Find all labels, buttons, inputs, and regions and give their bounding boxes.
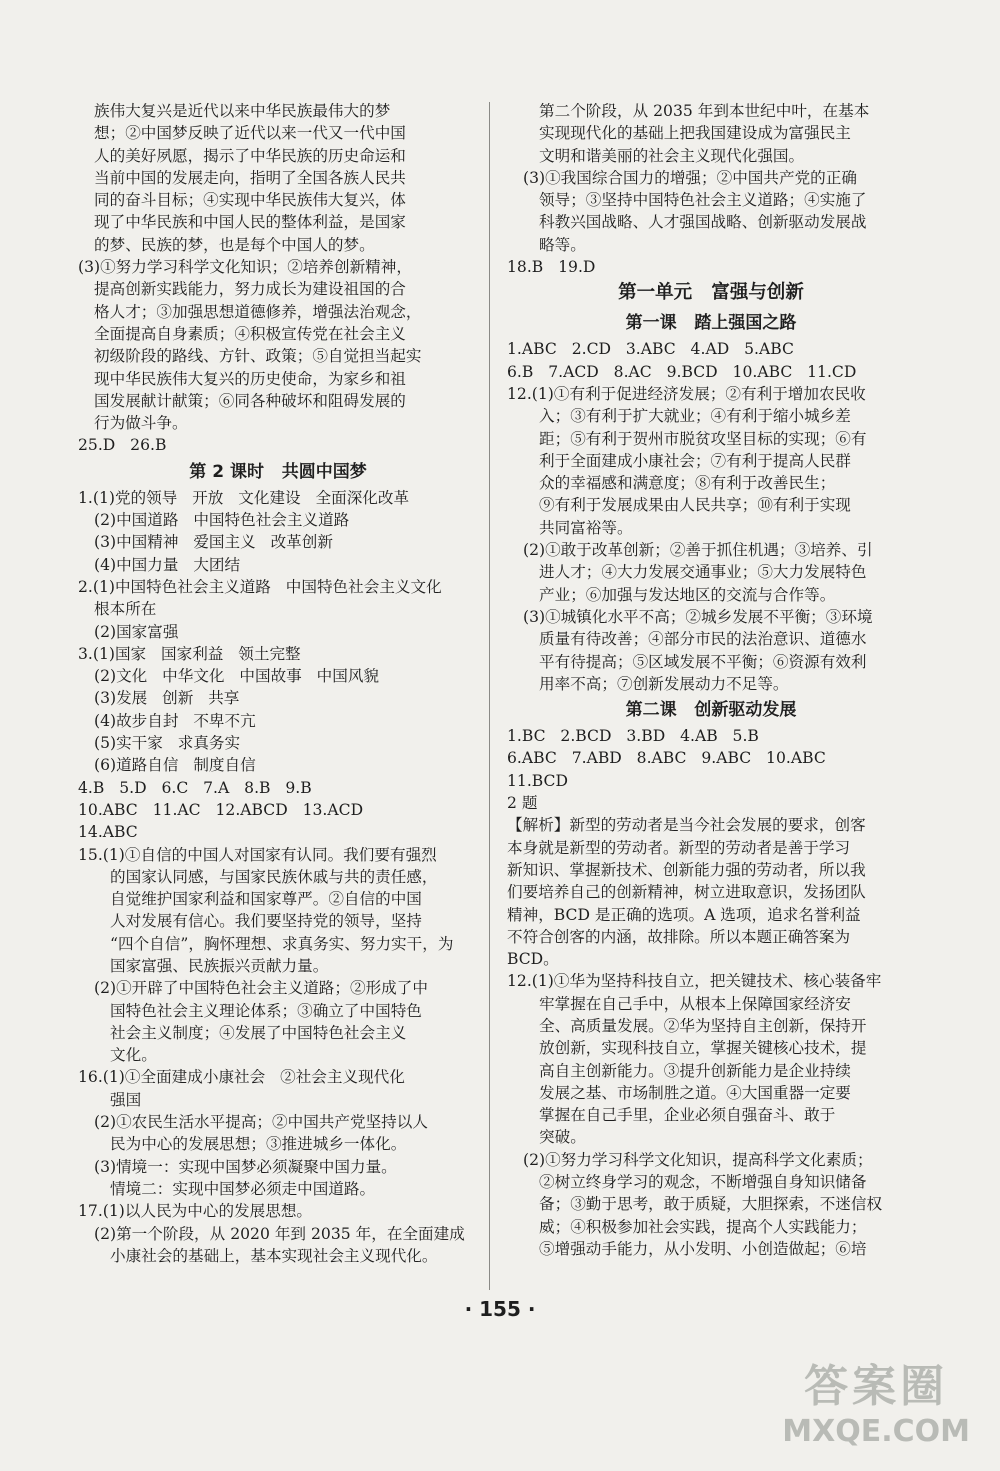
- text-line: 平有待提高；⑤区域发展不平衡；⑥资源有效利: [539, 652, 867, 671]
- text-line: 1.BC 2.BCD 3.BD 4.AB 5.B: [507, 727, 759, 746]
- text-line: 第二个阶段，从 2035 年到本世纪中叶，在基本: [539, 102, 870, 120]
- text-line: 掌握在自己手里，企业必须自强奋斗、敢于: [539, 1106, 836, 1125]
- text-line: 人对发展有信心。我们要坚持党的领导，坚持: [110, 912, 422, 931]
- text-line: 不符合创客的内涵，故排除。所以本题正确答案为: [507, 927, 851, 946]
- text-line: 11.BCD: [507, 771, 568, 790]
- text-line: 3.(1)国家 国家利益 领土完整: [78, 644, 301, 663]
- text-line: 距；⑤有利于贺州市脱贫攻坚目标的实现；⑥有: [539, 429, 867, 448]
- text-line: (2)①农民生活水平提高；②中国共产党坚持以人: [94, 1113, 428, 1132]
- text-line: (2)第一个阶段，从 2020 年到 2035 年，在全面建成: [94, 1224, 465, 1243]
- section-heading: 第二课 创新驱动发展: [625, 700, 797, 721]
- text-line: 格人才；③加强思想道德修养，增强法治观念，: [94, 302, 422, 321]
- text-line: 突破。: [539, 1128, 586, 1147]
- text-line: 利于全面建成小康社会；⑦有利于提高人民群: [539, 451, 851, 470]
- text-line: (3)①城镇化水平不高；②城乡发展不平衡；③环境: [523, 607, 873, 626]
- text-line: 国发展献计献策；⑥同各种破坏和阻碍发展的: [94, 391, 406, 410]
- text-line: 全、高质量发展。②华为坚持自主创新，保持开: [539, 1016, 867, 1035]
- text-line: (3)情境一：实现中国梦必须凝聚中国力量。: [94, 1157, 397, 1176]
- text-line: 的国家认同感，与国家民族休戚与共的责任感，: [110, 867, 438, 886]
- text-line: 初级阶段的路线、方针、政策；⑤自觉担当起实: [94, 347, 422, 366]
- text-line: 民为中心的发展思想；③推进城乡一体化。: [110, 1135, 407, 1154]
- text-line: 4.B 5.D 6.C 7.A 8.B 9.B: [78, 778, 312, 797]
- text-line: 共同富裕等。: [539, 518, 633, 537]
- text-line: ⑨有利于发展成果由人民共享；⑩有利于实现: [539, 496, 851, 515]
- text-line: 16.(1)①全面建成小康社会 ②社会主义现代化: [78, 1068, 405, 1087]
- text-line: 精神，BCD 是正确的选项。A 选项，追求名誉利益: [507, 905, 861, 924]
- text-line: 15.(1)①自信的中国人对国家有认同。我们要有强烈: [78, 845, 437, 864]
- text-line: 备；③勤于思考，敢于质疑，大胆探索，不迷信权: [539, 1195, 883, 1214]
- text-line: 【解析】新型的劳动者是当今社会发展的要求，创客: [507, 816, 866, 835]
- text-line: 12.(1)①华为坚持科技自立，把关键技术、核心装备牢: [507, 972, 882, 991]
- text-line: 6.B 7.ACD 8.AC 9.BCD 10.ABC 11.CD: [507, 362, 857, 381]
- text-line: 10.ABC 11.AC 12.ABCD 13.ACD: [78, 800, 364, 819]
- text-line: 自觉维护国家利益和国家尊严。②自信的中国: [110, 890, 422, 909]
- text-line: BCD。: [507, 950, 559, 969]
- text-line: ②树立终身学习的观念，不断增强自身知识储备: [539, 1173, 867, 1192]
- text-line: 牢掌握在自己手中，从根本上保障国家经济安: [539, 994, 851, 1013]
- text-line: 社会主义制度；④发展了中国特色社会主义: [110, 1023, 407, 1042]
- text-line: 族伟大复兴是近代以来中华民族最伟大的梦: [94, 102, 391, 120]
- text-line: 想；②中国梦反映了近代以来一代又一代中国: [94, 124, 406, 143]
- text-line: ⑤增强动手能力，从小发明、小创造做起；⑥培: [539, 1239, 867, 1258]
- text-line: 新知识、掌握新技术、创新能力强的劳动者，所以我: [507, 860, 866, 879]
- text-line: 发展之基、市场制胜之道。④大国重器一定要: [539, 1083, 851, 1102]
- text-line: (4)中国力量 大团结: [94, 555, 241, 574]
- text-line: (2)中国道路 中国特色社会主义道路: [94, 511, 350, 530]
- right-column: [507, 100, 915, 1260]
- text-line: 根本所在: [94, 600, 157, 619]
- text-line: 2 题: [507, 794, 538, 813]
- text-line: 文明和谐美丽的社会主义现代化强国。: [539, 146, 805, 165]
- text-line: 情境二：实现中国梦必须走中国道路。: [110, 1179, 376, 1198]
- text-line: 全面提高自身素质；④积极宣传党在社会主义: [94, 324, 406, 343]
- text-line: 国家富强、民族振兴贡献力量。: [110, 956, 329, 975]
- text-line: 2.(1)中国特色社会主义道路 中国特色社会主义文化: [78, 577, 442, 596]
- text-line: 行为做斗争。: [94, 414, 188, 433]
- column-divider: [489, 102, 490, 1290]
- text-line: 18.B 19.D: [507, 258, 596, 277]
- text-line: (5)实干家 求真务实: [94, 734, 241, 753]
- text-line: (3)①努力学习科学文化知识；②培养创新精神，: [78, 258, 412, 277]
- text-line: 强国: [110, 1090, 142, 1109]
- text-line: (2)①开辟了中国特色社会主义道路；②形成了中: [94, 979, 428, 998]
- text-line: 入；③有利于扩大就业；④有利于缩小城乡差: [539, 407, 851, 426]
- page-number: · 155 ·: [464, 1297, 536, 1321]
- text-line: (2)①努力学习科学文化知识，提高科学文化素质；: [523, 1150, 873, 1169]
- text-line: 质量有待改善；④部分市民的法治意识、道德水: [539, 630, 867, 649]
- text-line: (3)①我国综合国力的增强；②中国共产党的正确: [523, 168, 857, 187]
- section-heading: 第一单元 富强与创新: [618, 282, 804, 304]
- text-line: 放创新，实现科技自立，掌握关键核心技术，提: [539, 1039, 867, 1058]
- text-line: (2)①敢于改革创新；②善于抓住机遇；③培养、引: [523, 541, 873, 560]
- text-line: 人的美好夙愿，揭示了中华民族的历史命运和: [94, 146, 406, 165]
- text-line: 当前中国的发展走向，指明了全国各族人民共: [94, 168, 406, 187]
- text-line: 实现现代化的基础上把我国建设成为富强民主: [539, 124, 851, 143]
- text-line: 文化。: [110, 1046, 157, 1065]
- text-line: 众的幸福感和满意度；⑧有利于改善民生；: [539, 474, 836, 493]
- watermark-logo-text: 答案圈: [804, 1361, 949, 1412]
- text-line: 14.ABC: [78, 823, 138, 842]
- text-line: 科教兴国战略、人才强国战略、创新驱动发展战: [539, 213, 867, 232]
- text-line: (3)中国精神 爱国主义 改革创新: [94, 533, 333, 552]
- text-line: 25.D 26.B: [78, 436, 167, 455]
- text-line: 进人才；④大力发展交通事业；⑤大力发展特色: [539, 563, 867, 582]
- text-line: 的梦、民族的梦，也是每个中国人的梦。: [94, 235, 375, 254]
- watermark-logo: [782, 1350, 970, 1449]
- section-heading: 第一课 踏上强国之路: [625, 313, 797, 334]
- text-line: 提高创新实践能力，努力成长为建设祖国的合: [94, 280, 406, 299]
- text-line: 小康社会的基础上，基本实现社会主义现代化。: [110, 1246, 438, 1265]
- text-line: 本身就是新型的劳动者。新型的劳动者是善于学习: [507, 838, 851, 857]
- text-line: 用率不高；⑦创新发展动力不足等。: [539, 674, 789, 693]
- text-line: 1.ABC 2.CD 3.ABC 4.AD 5.ABC: [507, 340, 794, 359]
- text-line: (3)发展 创新 共享: [94, 689, 240, 708]
- text-line: 略等。: [539, 235, 586, 254]
- text-line: 现了中华民族和中国人民的整体利益，是国家: [94, 213, 406, 232]
- text-line: “四个自信”，胸怀理想、求真务实、努力实干，为: [110, 934, 454, 953]
- text-line: 们要培养自己的创新精神，树立进取意识，发扬团队: [507, 883, 866, 902]
- text-line: 产业；⑥加强与发达地区的交流与合作等。: [539, 585, 836, 604]
- text-line: (2)文化 中华文化 中国故事 中国风貌: [94, 667, 380, 686]
- text-line: 6.ABC 7.ABD 8.ABC 9.ABC 10.ABC: [507, 749, 826, 768]
- text-line: 领导；③坚持中国特色社会主义道路；④实施了: [539, 191, 867, 210]
- text-line: (4)故步自封 不卑不亢: [94, 711, 256, 730]
- text-line: 12.(1)①有利于促进经济发展；②有利于增加农民收: [507, 384, 866, 403]
- text-line: 现中华民族伟大复兴的历史使命，为家乡和祖: [94, 369, 406, 388]
- text-line: 1.(1)党的领导 开放 文化建设 全面深化改革: [78, 488, 410, 507]
- text-line: 17.(1)以人民为中心的发展思想。: [78, 1202, 313, 1221]
- text-line: 同的奋斗目标；④实现中华民族伟大复兴，体: [94, 191, 406, 210]
- text-line: (6)道路自信 制度自信: [94, 756, 256, 775]
- text-line: 威；④积极参加社会实践，提高个人实践能力；: [539, 1217, 867, 1236]
- text-line: 国特色社会主义理论体系；③确立了中国特色: [110, 1001, 422, 1020]
- watermark-url: MXQE.COM: [782, 1414, 970, 1449]
- text-line: (2)国家富强: [94, 622, 179, 641]
- section-heading: 第 2 课时 共圆中国梦: [189, 461, 367, 482]
- left-column: [78, 100, 478, 1267]
- text-line: 高自主创新能力。③提升创新能力是企业持续: [539, 1061, 851, 1080]
